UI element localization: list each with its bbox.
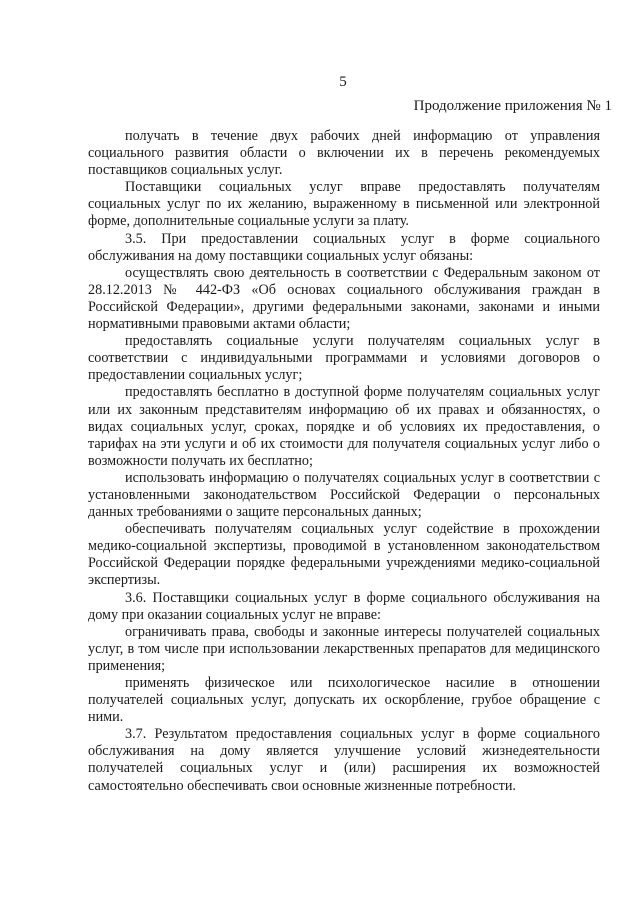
appendix-continuation-note: Продолжение приложения № 1 [413,98,612,114]
paragraph: использовать информацию о получателях социальных услуг в соответствии с установленными законодательством Российской Федерации о персональных данных требованиями о защите персональных данных; [88,469,600,521]
paragraph: Поставщики социальных услуг вправе предоставлять получателям социальных услуг по их желанию, выраженному в письменной или электронной форме, дополнительные социальные услуги за плату. [88,179,600,230]
paragraph: получать в течение двух рабочих дней информацию от управления социального развития области о включении их в перечень рекомендуемых поставщиков социальных услуг. [88,128,600,179]
paragraph: применять физическое или психологическое насилие в отношении получателей социальных услуг, допускать их оскорбление, грубое обращение с ними. [88,675,600,726]
paragraph: ограничивать права, свободы и законные интересы получателей социальных услуг, в том числе при использовании лекарственных препаратов для медицинского применения; [88,623,600,674]
paragraph: осуществлять свою деятельность в соответствии с Федеральным законом от 28.12.2013 № 442-ФЗ «Об основах социального обслуживания граждан в Российской Федерации», другими федеральными законами, законами и иными нормативными правовыми актами области; [88,264,600,333]
paragraph: 3.7. Результатом предоставления социальных услуг в форме социального обслуживания на дому является улучшение условий жизнедеятельности получателей социальных услуг и (или) расширения их возможностей самостоятельно обеспечивать свои основные жизненные потребности. [88,726,600,794]
paragraph: предоставлять бесплатно в доступной форме получателям социальных услуг или их законным представителям информацию об их правах и обязанностях, о видах социальных услуг, сроках, порядке и об условиях их предоставления, о тарифах на эти услуги и об их стоимости для получателя социальных услуг либо о возможности получать их бесплатно; [88,384,600,469]
paragraph: 3.5. При предоставлении социальных услуг в форме социального обслуживания на дому поставщики социальных услуг обязаны: [88,230,600,264]
paragraph: 3.6. Поставщики социальных услуг в форме социального обслуживания на дому при оказании социальных услуг не вправе: [88,589,600,623]
document-body [88,128,600,795]
paragraph: предоставлять социальные услуги получателям социальных услуг в соответствии с индивидуальными программами и условиями договоров о предоставлении социальных услуг; [88,333,600,384]
paragraph: обеспечивать получателям социальных услуг содействие в прохождении медико-социальной экспертизы, проводимой в установленном законодательством Российской Федерации порядке федеральными учреждениями медико-социальной экспертизы. [88,521,600,589]
page-number: 5 [339,74,347,90]
